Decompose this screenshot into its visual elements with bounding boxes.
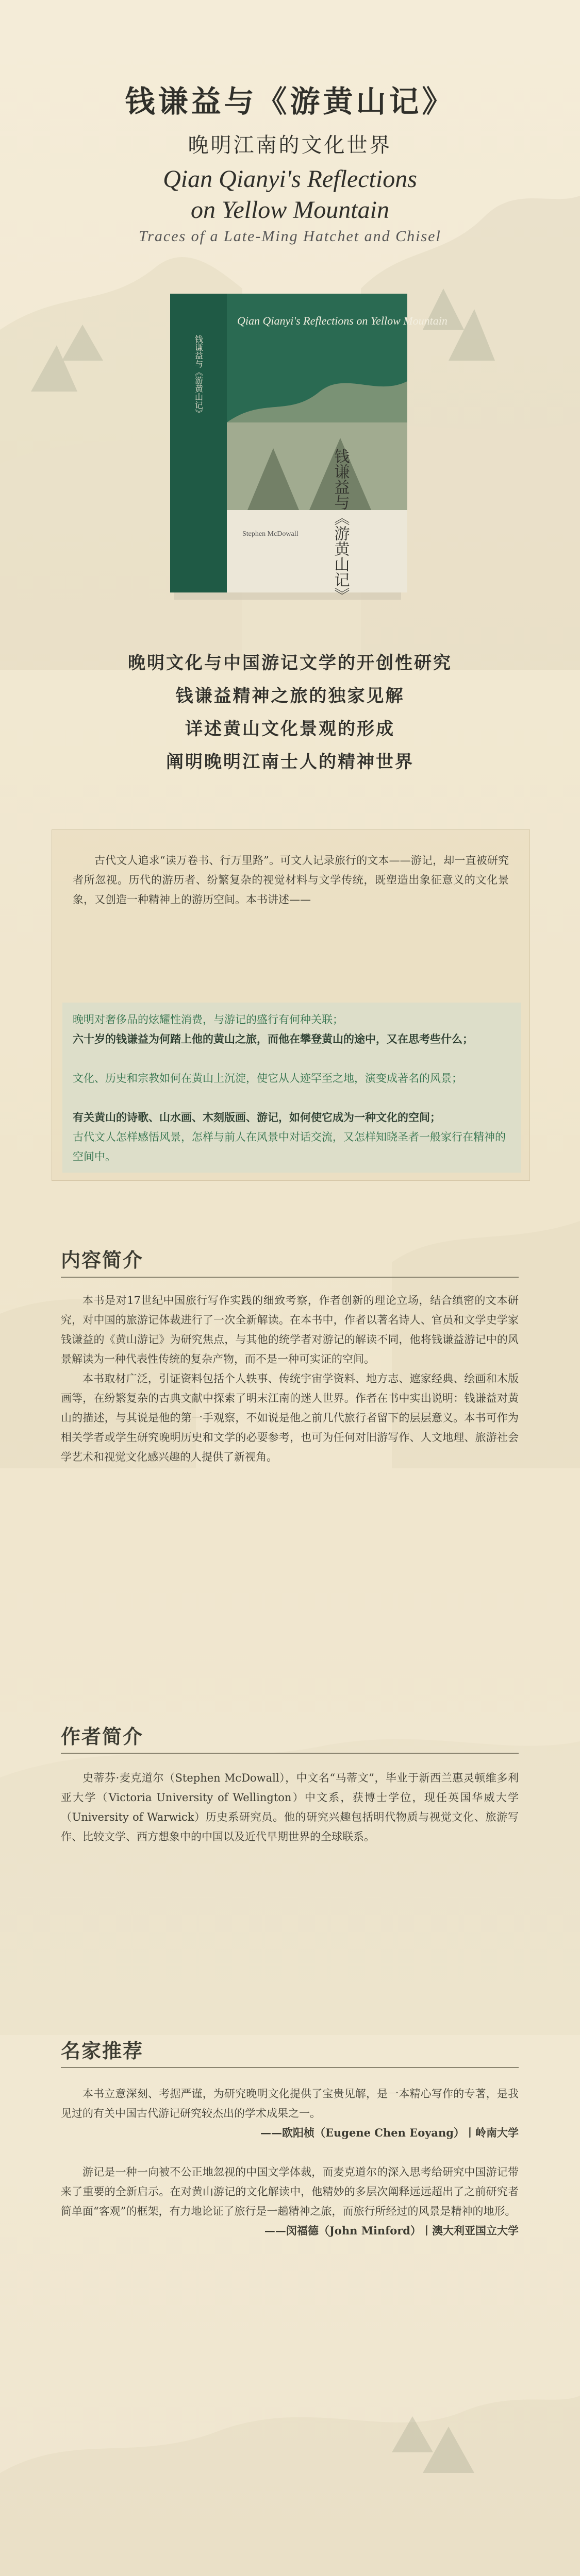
- highlight-item: 详述黄山文化景观的形成: [185, 719, 395, 739]
- intro-question: 六十岁的钱谦益为何踏上他的黄山之旅，而他在攀登黄山的途中，又在思考些什么；: [73, 1032, 473, 1045]
- intro-paragraph-wrapper: [73, 851, 509, 909]
- book-cover-author: Stephen McDowall: [242, 530, 299, 538]
- content-paragraph: 本书是对17世纪中国旅行写作实践的细致考察，作者创新的理论立场，结合缜密的文本研究，对中国的旅游记体裁进行了一次全新解读。在本书中，作者以著名诗人、官员和文学史学家钱谦益的《黄山游记》为研究焦点，与其他的统学者对游记的解读不同，他将钱谦益游记中的风景解读为一种代表性传统的复杂产物，而不是一种可实证的空间。: [61, 1294, 519, 1365]
- book-cover-image: [170, 294, 448, 603]
- english-title-line-1: Qian Qianyi's Reflections: [163, 165, 417, 193]
- english-subtitle: Traces of a Late-Ming Hatchet and Chisel: [139, 228, 441, 245]
- recommend-section-title: 名家推荐: [61, 2039, 144, 2062]
- author-section-divider: [61, 1753, 519, 1754]
- intro-questions-block: [62, 1003, 521, 1173]
- author-section-title: 作者简介: [61, 1725, 144, 1748]
- book-cover-english-title: Qian Qianyi's Reflections on Yellow Mountain: [237, 314, 448, 327]
- author-paragraph: 史蒂芬·麦克道尔（Stephen McDowall），中文名“马蒂文”，毕业于新西兰惠灵顿维多利亚大学（Victoria University of Wellington）中文系，获博士学位，现任英国华威大学（University of Warwick）历史系研究员。他的研究兴趣包括明代物质与视觉文化、旅游写作、比较文学、西方想象中的中国以及近代早期世界的全球联系。: [61, 1772, 519, 1843]
- highlight-item: 阐明晚明江南士人的精神世界: [166, 752, 414, 772]
- content-paragraph: 本书取材广泛，引证资料包括个人轶事、传统宇宙学资料、地方志、遮家经典、绘画和木版画等，在纷繁复杂的古典文献中探索了明末江南的迷人世界。作者在书中实出说明：钱谦益对黄山的描述，与其说是他的第一手观察，不如说是他之前几代旅行者留下的层层意义。本书可作为相关学者或学生研究晚明历史和文学的必要参考，也可为任何对旧游写作、人文地理、旅游社会学艺术和视觉文化感兴趣的人提供了新视角。: [61, 1372, 519, 1463]
- content-section-body: [61, 1291, 519, 1467]
- intro-question: 古代文人怎样感悟风景，怎样与前人在风景中对话交流，又怎样知晓圣者一般家行在精神的空间中。: [73, 1131, 506, 1163]
- recommendation-attribution: ——欧阳桢（Eugene Chen Eoyang）丨岭南大学: [260, 2126, 519, 2139]
- mountain-ridge-background: [0, 2318, 580, 2576]
- intro-question: 文化、历史和宗教如何在黄山上沉淀，使它从人迹罕至之地，演变成著名的风景；: [73, 1072, 462, 1084]
- english-title-line-2: on Yellow Mountain: [191, 196, 389, 224]
- recommend-section-body: [61, 2084, 519, 2241]
- english-title: [0, 164, 580, 226]
- content-section-title: 内容简介: [61, 1248, 144, 1272]
- intro-box: [52, 829, 530, 1181]
- book-cover-chinese-title: 钱谦益与《游黄山记》: [331, 448, 350, 603]
- intro-question: 有关黄山的诗歌、山水画、木刻版画、游记，如何使它成为一种文化的空间；: [73, 1111, 441, 1124]
- content-section-divider: [61, 1277, 519, 1278]
- recommendation-attribution: ——闵福德（John Minford）丨澳大利亚国立大学: [264, 2224, 519, 2237]
- recommendation-quote: 本书立意深刻、考据严谨，为研究晚明文化提供了宝贵见解，是一本精心写作的专著，是我见过的有关中国古代游记研究较杰出的学术成果之一。: [61, 2088, 519, 2120]
- author-section-body: [61, 1768, 519, 1846]
- intro-paragraph: 古代文人追求“读万卷书、行万里路”。可文人记录旅行的文本——游记，却一直被研究者所忽视。历代的游历者、纷繁复杂的视觉材料与文学传统，既塑造出象征意义的文化景象，又创造一种精神上的游历空间。本书讲述——: [73, 854, 509, 906]
- recommend-section-divider: [61, 2067, 519, 2068]
- highlight-item: 晚明文化与中国游记文学的开创性研究: [128, 653, 452, 673]
- page-title: 钱谦益与《游黄山记》: [125, 84, 455, 119]
- intro-question: 晚明对奢侈品的炫耀性消费，与游记的盛行有何种关联；: [73, 1013, 343, 1026]
- recommendation-quote: 游记是一种一向被不公正地忽视的中国文学体裁，而麦克道尔的深入思考给研究中国游记带来了重要的全新启示。在对黄山游记的文化解读中，他精妙的多层次阐释远远超出了之前研究者简单面“客观”的框架，有力地论证了旅行是一趟精神之旅，而旅行所经过的风景是精神的地形。: [61, 2166, 519, 2217]
- highlights-list: [0, 647, 580, 778]
- book-spine-title: 钱谦益与《游黄山记》: [193, 335, 204, 417]
- highlight-item: 钱谦益精神之旅的独家见解: [175, 686, 405, 706]
- page-subtitle: 晚明江南的文化世界: [188, 133, 392, 157]
